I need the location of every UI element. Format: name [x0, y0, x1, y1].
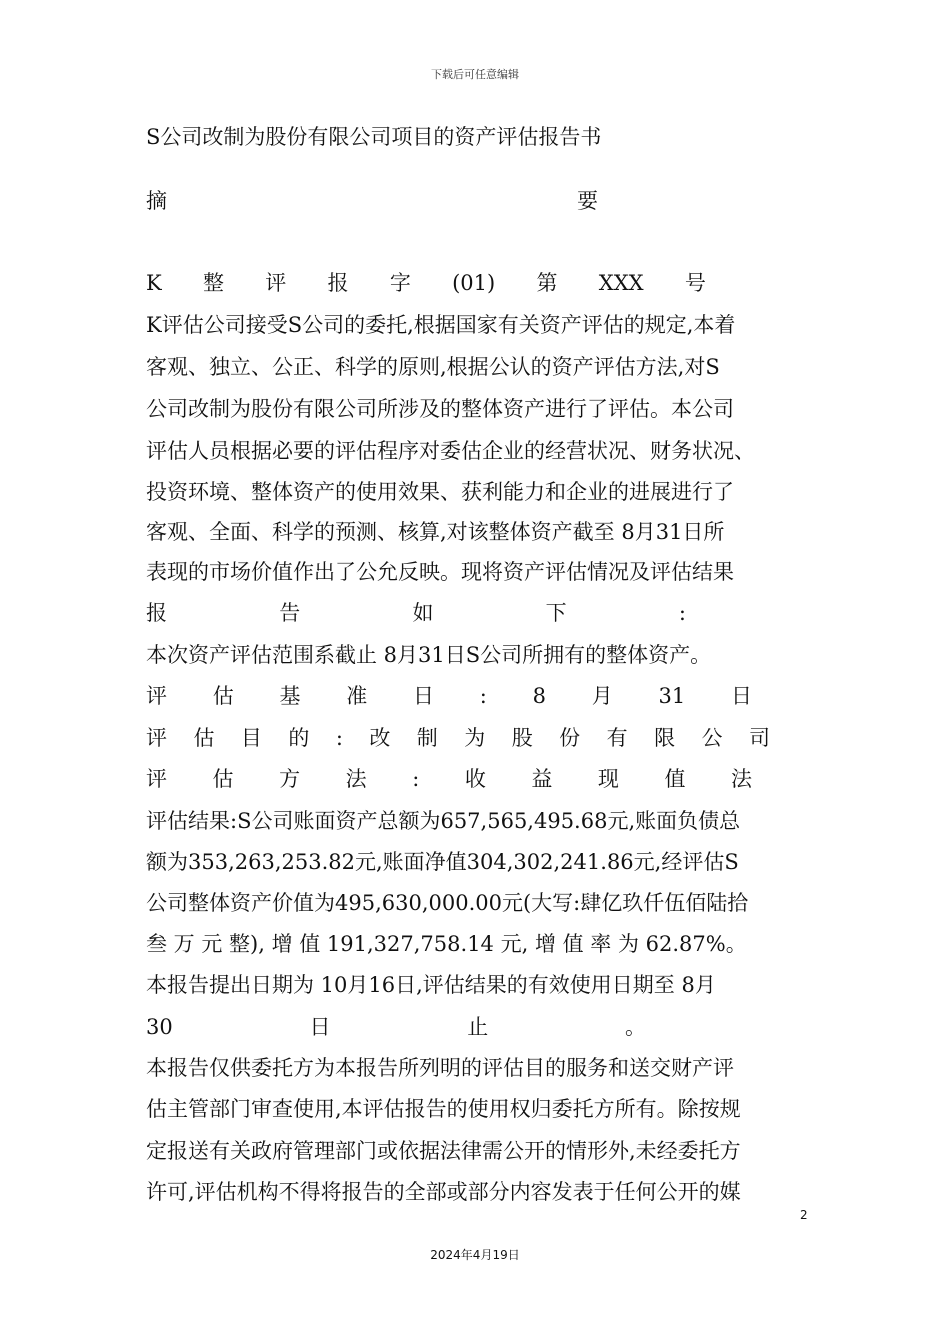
justified-char: 为 — [464, 726, 486, 750]
justified-char: 下 — [545, 601, 567, 625]
justified-char: 估 — [193, 726, 215, 750]
justified-char: 如 — [412, 601, 434, 625]
summary-heading-char: 要 — [577, 189, 598, 213]
justified-char: 评 — [146, 767, 167, 791]
paragraph-line: 表现的市场价值作出了公允反映。现将资产评估情况及评估结果 — [146, 560, 734, 584]
justified-char: 司 — [748, 726, 770, 750]
justified-char: 日 — [730, 684, 752, 708]
justified-char: 制 — [416, 726, 438, 750]
justified-char: 评 — [146, 684, 167, 708]
justified-char: 改 — [369, 726, 391, 750]
justified-char: 的 — [288, 726, 310, 750]
justified-char: 估 — [212, 684, 234, 708]
assessment-scope: 本次资产评估范围系截止 8月31日S公司所拥有的整体资产。 — [146, 643, 712, 667]
justified-char: 现 — [597, 767, 619, 791]
justified-char: 限 — [654, 726, 676, 750]
validity-line: 本报告提出日期为 10月16日,评估结果的有效使用日期至 8月 — [146, 973, 716, 997]
justified-char: 目 — [240, 726, 262, 750]
result-line: 叁 万 元 整), 增 值 191,327,758.14 元, 增 值 率 为 62.87%。 — [146, 932, 747, 956]
method-line — [146, 764, 752, 794]
justified-char: 评 — [146, 726, 167, 750]
justified-char: 30 — [146, 1015, 173, 1039]
validity-end-line — [146, 1012, 646, 1042]
justified-char: 估 — [212, 767, 234, 791]
usage-line: 定报送有关政府管理部门或依据法律需公开的情形外,未经委托方 — [146, 1139, 741, 1163]
document-number — [146, 268, 706, 298]
justified-char: 准 — [346, 684, 368, 708]
doc-number-part: XXX — [598, 271, 644, 295]
justified-char: : — [678, 601, 686, 625]
usage-line: 许可,评估机构不得将报告的全部或部分内容发表于任何公开的媒 — [146, 1180, 741, 1204]
paragraph-line: 客观、全面、科学的预测、核算,对该整体资产截至 8月31日所 — [146, 520, 725, 544]
result-line: 评估结果:S公司账面资产总额为657,565,495.68元,账面负债总 — [146, 809, 741, 833]
justified-char: 日 — [309, 1015, 331, 1039]
base-date-line — [146, 681, 752, 711]
justified-char: 报 — [146, 601, 167, 625]
justified-char: 值 — [664, 767, 686, 791]
summary-heading — [146, 186, 598, 216]
usage-line: 估主管部门审查使用,本评估报告的使用权归委托方所有。除按规 — [146, 1097, 741, 1121]
doc-number-part: 第 — [536, 271, 558, 295]
report-as-follows — [146, 598, 686, 628]
paragraph-line: 公司改制为股份有限公司所涉及的整体资产进行了评估。本公司 — [146, 397, 734, 421]
doc-number-part: 整 — [202, 271, 224, 295]
justified-char: 8 — [532, 684, 546, 708]
doc-number-part: 评 — [265, 271, 287, 295]
justified-char: 股 — [511, 726, 533, 750]
justified-char: : — [479, 684, 487, 708]
doc-number-part: 报 — [327, 271, 349, 295]
justified-char: 公 — [701, 726, 723, 750]
justified-char: 。 — [624, 1015, 646, 1039]
result-line: 额为353,263,253.82元,账面净值304,302,241.86元,经评估S — [146, 850, 739, 874]
page-header: 下载后可任意编辑 — [431, 68, 519, 81]
doc-number-part: 字 — [389, 271, 411, 295]
justified-char: 方 — [279, 767, 301, 791]
paragraph-line: 投资环境、整体资产的使用效果、获利能力和企业的进展进行了 — [146, 480, 734, 504]
justified-char: 法 — [731, 767, 752, 791]
justified-char: 有 — [606, 726, 628, 750]
justified-char: 收 — [464, 767, 486, 791]
justified-char: 止 — [467, 1015, 489, 1039]
result-line: 公司整体资产价值为495,630,000.00元(大写:肆亿玖仟伍佰陆拾 — [146, 891, 749, 915]
footer-date: 2024年4月19日 — [430, 1248, 520, 1262]
page-number: 2 — [800, 1208, 808, 1222]
paragraph-line: K评估公司接受S公司的委托,根据国家有关资产评估的规定,本着 — [146, 313, 736, 337]
doc-number-part: (01) — [452, 271, 496, 295]
justified-char: 告 — [279, 601, 301, 625]
justified-char: 法 — [345, 767, 367, 791]
doc-number-part: K — [146, 271, 162, 295]
justified-char: : — [335, 726, 343, 750]
doc-number-part: 号 — [684, 271, 706, 295]
paragraph-line: 评估人员根据必要的评估程序对委估企业的经营状况、财务状况、 — [146, 439, 755, 463]
justified-char: : — [412, 767, 420, 791]
justified-char: 份 — [559, 726, 581, 750]
justified-char: 月 — [591, 684, 613, 708]
paragraph-line: 客观、独立、公正、科学的原则,根据公认的资产评估方法,对S — [146, 355, 720, 379]
report-title: S公司改制为股份有限公司项目的资产评估报告书 — [146, 125, 602, 149]
justified-char: 基 — [279, 684, 301, 708]
usage-line: 本报告仅供委托方为本报告所列明的评估目的服务和送交财产评 — [146, 1056, 734, 1080]
justified-char: 31 — [658, 684, 686, 708]
justified-char: 日 — [413, 684, 434, 708]
summary-heading-char: 摘 — [146, 189, 167, 213]
justified-char: 益 — [531, 767, 553, 791]
purpose-line — [146, 723, 770, 753]
